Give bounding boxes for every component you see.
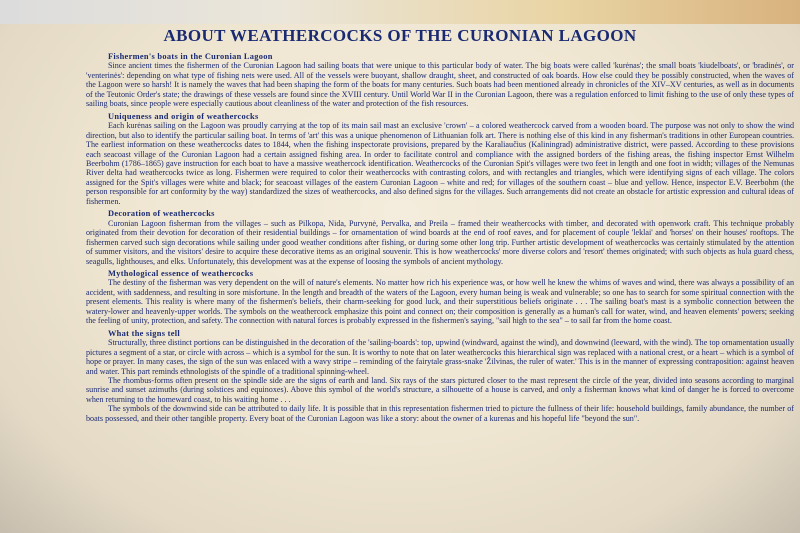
section-signs: [86, 329, 794, 424]
section-mythology: [86, 269, 794, 326]
section-paragraph: Since ancient times the fishermen of the Curonian Lagoon had sailing boats that were unique to this particular body of water. The big boats were called 'kurėnas'; the small boats 'kiudelboats', or 'bradinės', or 'venterinės': depending on what type of fishing nets were used. All of the vessels were buoyant, shallow draught, sheet, and constructed of oak boards. How else could they be possibly constructed, when the waves of the Lagoon were so harsh! It is namely the waves that had been shaping the form of the boats for many centuries. Such boats had been mentioned already in chronicles of the XIV–XV centuries, as well as in documents of the Teutonic Order's state; the drawings of these vessels are found since the XVIII century. Until World War II in the Curonian Lagoon, there was a regulation enforced to limit fishing to the use of only these types of sailing boats, since people were especially cautious about cleanliness of the water and protection of the fish resources.: [86, 61, 794, 109]
section-decoration: [86, 209, 794, 266]
body-text: [86, 52, 794, 423]
section-paragraph: Structurally, three distinct portions can be distinguished in the decoration of the 'sailing-boards': top, upwind (windward, against the wind), and downwind (leeward, with the wind). The top ornamentation usually pictures a segment of a star, or circle with across – which is a symbol for the sun. It is worthy to note that on later weathercocks this hierarchical sign was replaced with a national crest, or a heart – which is a symbol of hope or prayer. In many cases, the sign of the sun was enlaced with a wavy stripe – reminding of the fairytale grass-snake 'Žilvinas, the ruler of water.' This is in the manner of expressing contraposition: against heaven and water. This part reminds ethnologists of the spindle of a traditional spinning-wheel.: [86, 338, 794, 376]
sand-background: [0, 0, 800, 24]
section-heading: Fishermen's boats in the Curonian Lagoon: [108, 52, 273, 61]
section-heading: Uniqueness and origin of weathercocks: [108, 111, 259, 121]
section-paragraph: Each kurėnas sailing on the Lagoon was proudly carrying at the top of its main sail mast an exclusive 'crown' – a colored weathercock carved from a wooden board. The purpose was not only to show the wind direction, but also to identify the particular sailing boat. In terms of 'art' this was a unique phenomenon of Lithuanian folk art. There is nothing else of this kind in any fisherman's traditions in other European countries. The earliest information on these weathercocks dates to 1844, when the fishing inspectorate provisions, prepared by the Karaliaučius (Kaliningrad) administrative district, were passed. According to these provisions each seacoast village of the Curonian Lagoon had a certain assigned fishing area. In order to facilitate control and compliance with the assigned borders of the fishing areas, the fishing inspector Ernst Wilhelm Beerbohm (1786–1865) gave instruction for each boat to have a massive weathercock identification. Weathercocks of the Curonian Spit's villages were two feet in length and one foot in width; villages of the Nemunas River delta had weathercocks twice as long. Fishermen were required to color their weathercocks with contrasting colors, and with rectangles and triangles, which were identifying signs of each village. The colors assigned for the Spit's villages were white and black; for seacoast villages of the eastern Curonian Lagoon – white and red; for villages of the southern coast – blue and yellow. Hence, inspector E.V. Beerbohm (the person responsible for art conformity by the way) standardized the sizes of weathercocks, and also defined signs for the villages. Such arrangements did not create an obstacle for artistic expression and cultural ideas of fishermen.: [86, 121, 794, 206]
page-title: ABOUT WEATHERCOCKS OF THE CURONIAN LAGOON: [163, 26, 637, 45]
section-uniqueness: [86, 112, 794, 207]
section-paragraph: The destiny of the fisherman was very dependent on the will of nature's elements. No matter how rich his experience was, or how well he knew the whims of waves and wind, there was always a possibility of an accident, with saddenness, and resulting in sore misfortune. In the length and breadth of the waters of the Lagoon, every human being is weak and vulnerable; so one has to search for some spiritual connection with the present elements. This reality is where many of the fishermen's beliefs, their charm-seeking for good luck, and their superstitious beliefs originate . . . The sailing boat's mast is a symbolic connection between the watery-lower and heavenly-upper worlds. The symbols on the weathercock emphasize this point and connect on; their composition is generally as a human's call for water, wind, and heaven elements' powers; seeking the feeling of unity, protection, and safety. The connection with natural forces is probably expressed in the fishermen's saying, "sail high to the sea" – to sail far from the home coast.: [86, 278, 794, 326]
section-paragraph: The rhombus-forms often present on the spindle side are the signs of earth and land. Six rays of the stars pictured closer to the mast represent the circle of the year, divided into seasons according to marginal sunrise and sunset azimuths (during solstices and equinoxes). Above this symbol of the world's structure, a silhouette of a house is carved, and only a fisherman knows what kind of danger he is forced to overcome when returning to the homeward coast, to his waiting home . . .: [86, 375, 794, 404]
section-heading: Mythological essence of weathercocks: [108, 268, 254, 278]
section-boats: [86, 52, 794, 109]
section-heading: Decoration of weathercocks: [108, 209, 215, 219]
section-heading: What the signs tell: [108, 328, 181, 338]
section-paragraph: Curonian Lagoon fisherman from the villages – such as Pilkopa, Nida, Purvynė, Pervalka, and Preila – framed their weathercocks with timber, and decorated with openwork craft. This technique probably originated from their devotion for decoration of their residential buildings – for ornamentation of wind boards at the end of roof eaves, and for placement of couple 'leklai' and 'horses' on their houses' rooftops. The fishermen carved such sign decorations while sailing under good weather conditions after fishing, or during some other long trip. Further artistic development of weathercocks was certainly stimulated by the attention of summer visitors, and the visitors' desire to acquire these decorative items as an original souvenir. This is how weathercocks' more diverse colors and 'resort' themes originated; with such objects as hula guard chess, seagulls, lighthouses, and elks. Unfortunately, this development was at the expense of loosing the symbols of ancient mythology.: [86, 218, 794, 266]
section-paragraph: The symbols of the downwind side can be attributed to daily life. It is possible that in this representation fishermen tried to picture the fullness of their life: household buildings, family abundance, the number of boats possessed, and their other tangible property. Every boat of the Curonian Lagoon was like a story: about the owner of a kurenas and his hopeful life "beyond the sun".: [86, 404, 794, 423]
